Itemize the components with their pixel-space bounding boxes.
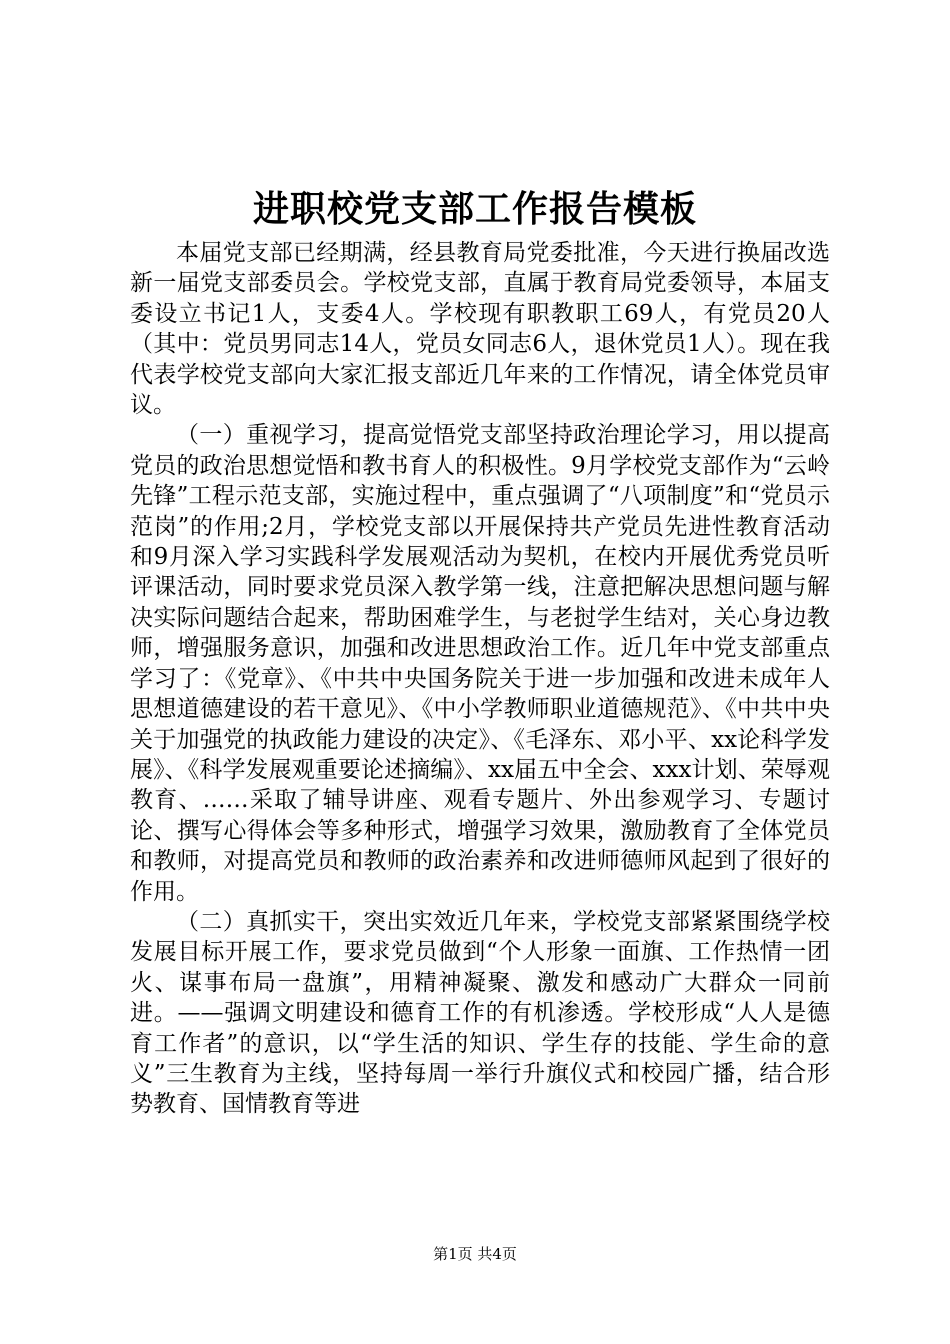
paragraph-section-2: （二）真抓实干，突出实效近几年来，学校党支部紧紧围绕学校发展目标开展工作，要求党员做到“个人形象一面旗、工作热情一团火、谋事布局一盘旗”，用精神凝聚、激发和感动广大群众一同前进。——强调文明建设和德育工作的有机渗透。学校形成“人人是德育工作者”的意识，以“学生活的知识、学生存的技能、学生命的意义”三生教育为主线，坚持每周一举行升旗仪式和校园广播，结合形势教育、国情教育等进 xyxy=(130,908,830,1118)
document-title: 进职校党支部工作报告模板 xyxy=(252,188,697,230)
page-number-footer: 第1页 共4页 xyxy=(433,1245,517,1263)
paragraph-intro: 本届党支部已经期满，经县教育局党委批准，今天进行换届改选新一届党支部委员会。学校党支部，直属于教育局党委领导，本届支委设立书记1人，支委4人。学校现有职教职工69人，有党员20人（其中：党员男同志14人，党员女同志6人，退休党员1人）。现在我代表学校党支部向大家汇报支部近几年来的工作情况，请全体党员审议。 xyxy=(130,240,830,419)
paragraph-section-1: （一）重视学习，提高觉悟党支部坚持政治理论学习，用以提高党员的政治思想觉悟和教书育人的积极性。9月学校党支部作为“云岭先锋”工程示范支部，实施过程中，重点强调了“八项制度”和“党员示范岗”的作用;2月，学校党支部以开展保持共产党员先进性教育活动和9月深入学习实践科学发展观活动为契机，在校内开展优秀党员听评课活动，同时要求党员深入教学第一线，注意把解决思想问题与解决实际问题结合起来，帮助困难学生，与老挝学生结对，关心身边教师，增强服务意识，加强和改进思想政治工作。近几年中党支部重点学习了：《党章》、《中共中央国务院关于进一步加强和改进未成年人思想道德建设的若干意见》、《中小学教师职业道德规范》、《中共中央关于加强党的执政能力建设的决定》、《毛泽东、邓小平、xx论科学发展》、《科学发展观重要论述摘编》、xx届五中全会、xxx计划、荣辱观教育、……采取了辅导讲座、观看专题片、外出参观学习、专题讨论、撰写心得体会等多种形式，增强学习效果，激励教育了全体党员和教师，对提高党员和教师的政治素养和改进师德师风起到了很好的作用。 xyxy=(130,422,830,905)
document-body xyxy=(130,238,830,1120)
